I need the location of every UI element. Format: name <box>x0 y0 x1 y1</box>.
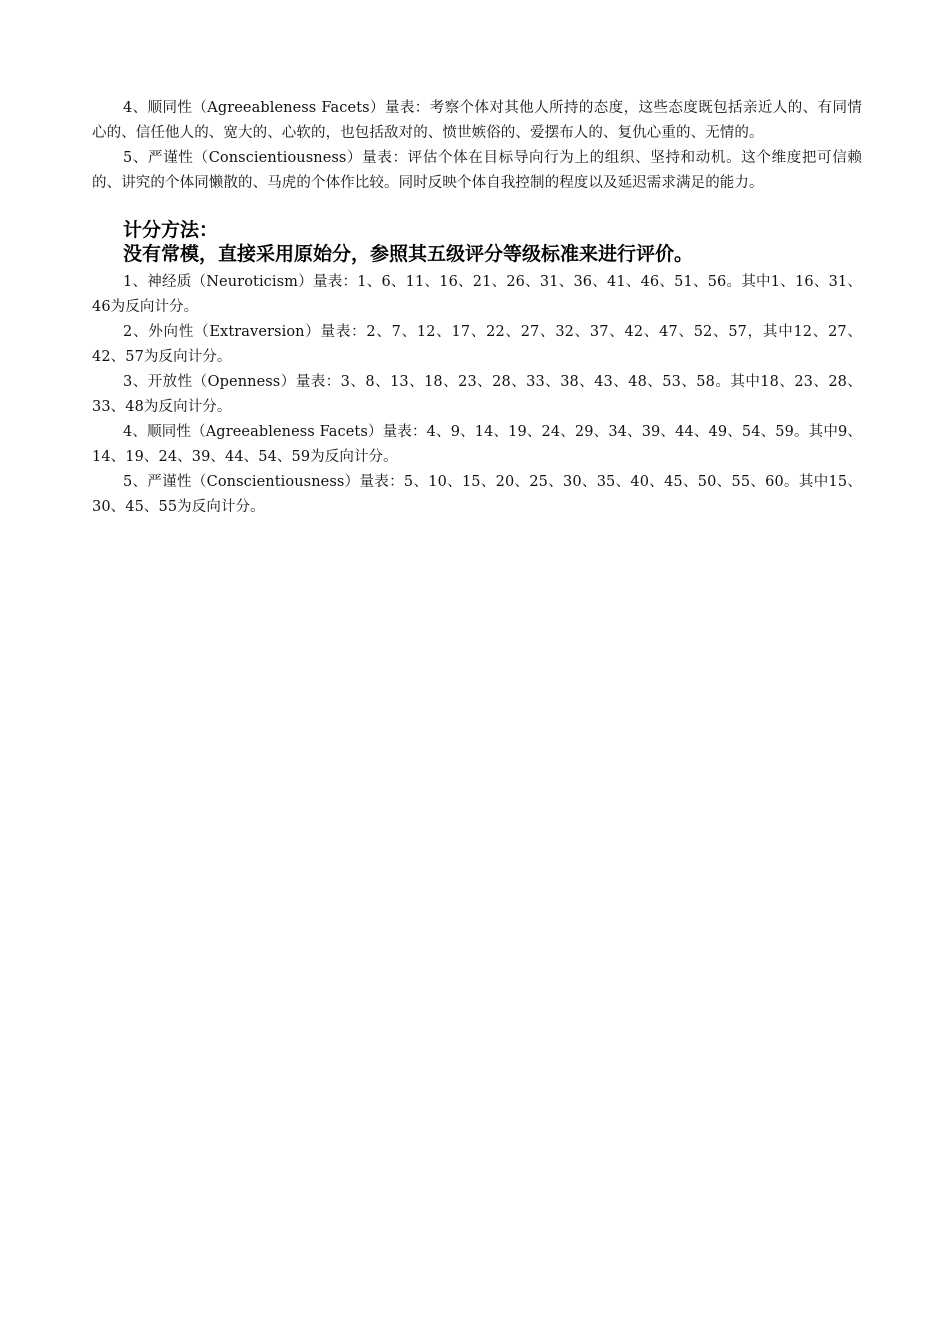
document-body <box>92 96 862 520</box>
scoring-item-openness: 3、开放性（Openness）量表：3、8、13、18、23、28、33、38、43、48、53、58。其中18、23、28、33、48为反向计分。 <box>92 374 862 415</box>
scoring-item-conscientiousness: 5、严谨性（Conscientiousness）量表：5、10、15、20、25、30、35、40、45、50、55、60。其中15、30、45、55为反向计分。 <box>92 474 862 515</box>
scoring-item-extraversion: 2、外向性（Extraversion）量表：2、7、12、17、22、27、32、37、42、47、52、57，其中12、27、42、57为反向计分。 <box>92 324 862 365</box>
scoring-subtitle: 没有常模，直接采用原始分，参照其五级评分等级标准来进行评价。 <box>123 243 694 265</box>
conscientiousness-description: 5、严谨性（Conscientiousness）量表：评估个体在目标导向行为上的组织、坚持和动机。这个维度把可信赖的、讲究的个体同懒散的、马虎的个体作比较。同时反映个体自我控制的程度以及延迟需求满足的能力。 <box>92 150 862 191</box>
scoring-section <box>92 218 862 520</box>
scoring-title: 计分方法： <box>123 219 219 241</box>
agreeableness-description: 4、顺同性（Agreeableness Facets）量表：考察个体对其他人所持的态度，这些态度既包括亲近人的、有同情心的、信任他人的、宽大的、心软的，也包括敌对的、愤世嫉俗的、爱摆布人的、复仇心重的、无情的。 <box>92 100 862 141</box>
scoring-item-agreeableness: 4、顺同性（Agreeableness Facets）量表：4、9、14、19、24、29、34、39、44、49、54、59。其中9、14、19、24、39、44、54、59为反向计分。 <box>92 424 862 465</box>
scoring-item-neuroticism: 1、神经质（Neuroticism）量表：1、6、11、16、21、26、31、36、41、46、51、56。其中1、16、31、46为反向计分。 <box>92 274 862 315</box>
